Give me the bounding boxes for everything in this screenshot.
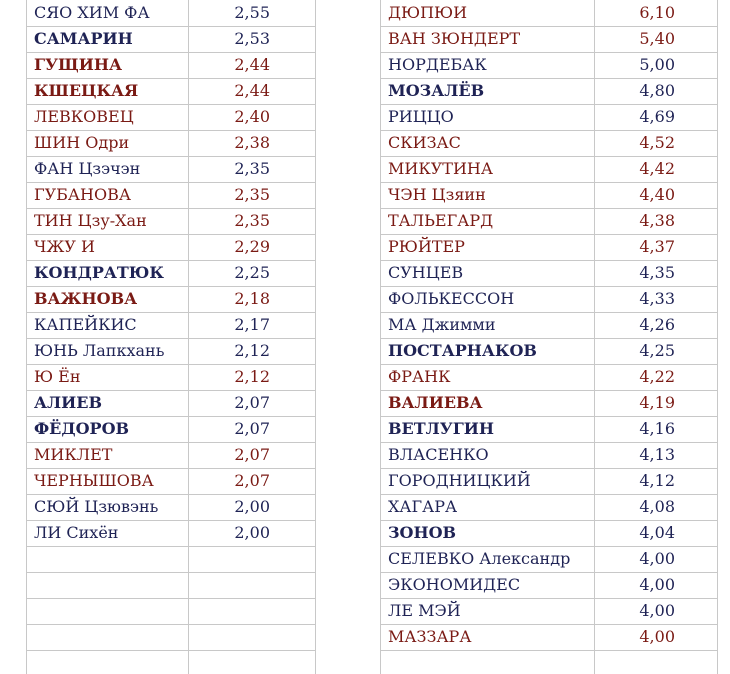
table-row <box>0 416 730 442</box>
score-cell: 2,12 <box>234 367 270 386</box>
skater-name-cell: ЛИ Сихён <box>34 523 119 542</box>
skater-name-cell: СЯО ХИМ ФА <box>34 3 150 22</box>
skater-name-cell: ПОСТАРНАКОВ <box>388 341 537 360</box>
table-row <box>0 208 730 234</box>
score-cell: 4,04 <box>639 523 675 542</box>
skater-name-cell: ЧЭН Цзяин <box>388 185 486 204</box>
skater-name-cell: СКИЗАС <box>388 133 461 152</box>
table-row <box>0 26 730 52</box>
score-cell: 4,08 <box>639 497 675 516</box>
score-cell: 2,17 <box>234 315 270 334</box>
skater-name-cell: СЮЙ Цзювэнь <box>34 497 159 516</box>
score-cell: 2,07 <box>234 445 270 464</box>
table-row <box>0 364 730 390</box>
score-cell: 2,07 <box>234 419 270 438</box>
skater-name-cell <box>34 624 186 650</box>
score-cell: 4,69 <box>639 107 675 126</box>
score-cell: 2,07 <box>234 471 270 490</box>
skater-name-cell: НОРДЕБАК <box>388 55 487 74</box>
score-cell: 4,00 <box>639 601 675 620</box>
score-cell: 4,33 <box>639 289 675 308</box>
table-row <box>0 390 730 416</box>
score-cell <box>190 546 270 572</box>
skater-name-cell: ШИН Одри <box>34 133 130 152</box>
table-row <box>0 338 730 364</box>
table-row <box>0 494 730 520</box>
score-cell: 2,00 <box>234 523 270 542</box>
score-cell: 4,42 <box>639 159 675 178</box>
skater-name-cell <box>34 546 186 572</box>
table-row <box>0 0 730 26</box>
table-row <box>0 468 730 494</box>
table-row <box>0 52 730 78</box>
score-cell: 2,53 <box>234 29 270 48</box>
table-row <box>0 78 730 104</box>
score-cell: 2,55 <box>234 3 270 22</box>
score-cell: 5,00 <box>639 55 675 74</box>
table-row <box>0 260 730 286</box>
table-row <box>0 598 730 624</box>
skater-name-cell: ЧЖУ И <box>34 237 95 256</box>
skater-name-cell: ГУЩИНА <box>34 55 122 74</box>
skater-name-cell: МОЗАЛЁВ <box>388 81 485 100</box>
score-cell: 2,35 <box>234 211 270 230</box>
skater-name-cell: ЭКОНОМИДЕС <box>388 575 521 594</box>
skater-name-cell: ВАН ЗЮНДЕРТ <box>388 29 521 48</box>
score-cell: 5,40 <box>639 29 675 48</box>
table-row <box>0 624 730 650</box>
skater-name-cell: ЮНЬ Лапкхань <box>34 341 165 360</box>
score-cell <box>190 598 270 624</box>
score-cell: 2,00 <box>234 497 270 516</box>
table-row <box>0 312 730 338</box>
skater-name-cell: ФОЛЬКЕССОН <box>388 289 515 308</box>
score-cell: 2,35 <box>234 159 270 178</box>
skater-name-cell: ГОРОДНИЦКИЙ <box>388 471 531 490</box>
score-cell: 4,52 <box>639 133 675 152</box>
skater-name-cell: КШЕЦКАЯ <box>34 81 139 100</box>
skater-name-cell <box>34 572 186 598</box>
score-cell: 4,12 <box>639 471 675 490</box>
score-cell: 2,07 <box>234 393 270 412</box>
skater-name-cell: МИКЛЕТ <box>34 445 113 464</box>
skater-name-cell: ФЁДОРОВ <box>34 419 130 438</box>
skater-name-cell: МА Джимми <box>388 315 496 334</box>
score-cell: 2,29 <box>234 237 270 256</box>
table-row <box>0 130 730 156</box>
score-cell: 4,37 <box>639 237 675 256</box>
table-row <box>0 572 730 598</box>
score-cell: 4,80 <box>639 81 675 100</box>
score-cell: 4,40 <box>639 185 675 204</box>
skater-name-cell: МИКУТИНА <box>388 159 493 178</box>
skater-name-cell: ЧЕРНЫШОВА <box>34 471 154 490</box>
skater-name-cell: РЮЙТЕР <box>388 237 465 256</box>
score-cell: 2,35 <box>234 185 270 204</box>
skater-name-cell: ВАЛИЕВА <box>388 393 483 412</box>
skater-name-cell: ЛЕ МЭЙ <box>388 601 461 620</box>
skater-name-cell: ФРАНК <box>388 367 451 386</box>
table-row <box>0 442 730 468</box>
skater-name-cell: ВЕТЛУГИН <box>388 419 495 438</box>
skater-name-cell: САМАРИН <box>34 29 133 48</box>
score-cell: 4,35 <box>639 263 675 282</box>
score-cell: 2,18 <box>234 289 270 308</box>
score-cell: 4,26 <box>639 315 675 334</box>
score-cell: 4,38 <box>639 211 675 230</box>
score-cell: 4,16 <box>639 419 675 438</box>
skater-name-cell: ФАН Цзэчэн <box>34 159 141 178</box>
table-row <box>0 520 730 546</box>
skater-name-cell: ДЮПЮИ <box>388 3 468 22</box>
skater-name-cell: ГУБАНОВА <box>34 185 131 204</box>
skater-name-cell: ВЛАСЕНКО <box>388 445 489 464</box>
skater-name-cell: АЛИЕВ <box>34 393 103 412</box>
skater-name-cell: ЗОНОВ <box>388 523 457 542</box>
skater-name-cell: ХАГАРА <box>388 497 458 516</box>
skater-name-cell <box>34 598 186 624</box>
table-row <box>0 546 730 572</box>
gridline-horizontal <box>380 650 717 651</box>
skater-name-cell: ВАЖНОВА <box>34 289 138 308</box>
score-cell <box>190 624 270 650</box>
table-row <box>0 182 730 208</box>
score-cell: 2,12 <box>234 341 270 360</box>
skater-name-cell: МАЗЗАРА <box>388 627 472 646</box>
skater-name-cell: СУНЦЕВ <box>388 263 464 282</box>
skater-name-cell: ТАЛЬЕГАРД <box>388 211 494 230</box>
score-cell: 4,19 <box>639 393 675 412</box>
skater-name-cell: СЕЛЕВКО Александр <box>388 549 571 568</box>
skater-name-cell: ТИН Цзу-Хан <box>34 211 147 230</box>
score-cell: 4,22 <box>639 367 675 386</box>
score-cell: 4,00 <box>639 575 675 594</box>
score-cell: 2,25 <box>234 263 270 282</box>
skater-name-cell: КОНДРАТЮК <box>34 263 164 282</box>
score-cell: 4,00 <box>639 549 675 568</box>
table-row <box>0 286 730 312</box>
score-cell: 2,40 <box>234 107 270 126</box>
skater-name-cell: РИЦЦО <box>388 107 454 126</box>
score-cell: 2,44 <box>234 55 270 74</box>
skater-name-cell: ЛЕВКОВЕЦ <box>34 107 134 126</box>
table-row <box>0 104 730 130</box>
skater-name-cell: Ю Ён <box>34 367 81 386</box>
score-cell <box>190 572 270 598</box>
skater-name-cell: КАПЕЙКИС <box>34 315 137 334</box>
table-row <box>0 234 730 260</box>
gridline-horizontal <box>26 650 315 651</box>
score-cell: 4,00 <box>639 627 675 646</box>
score-cell: 4,25 <box>639 341 675 360</box>
score-cell: 6,10 <box>639 3 675 22</box>
score-cell: 2,44 <box>234 81 270 100</box>
score-cell: 4,13 <box>639 445 675 464</box>
score-cell: 2,38 <box>234 133 270 152</box>
table-row <box>0 156 730 182</box>
